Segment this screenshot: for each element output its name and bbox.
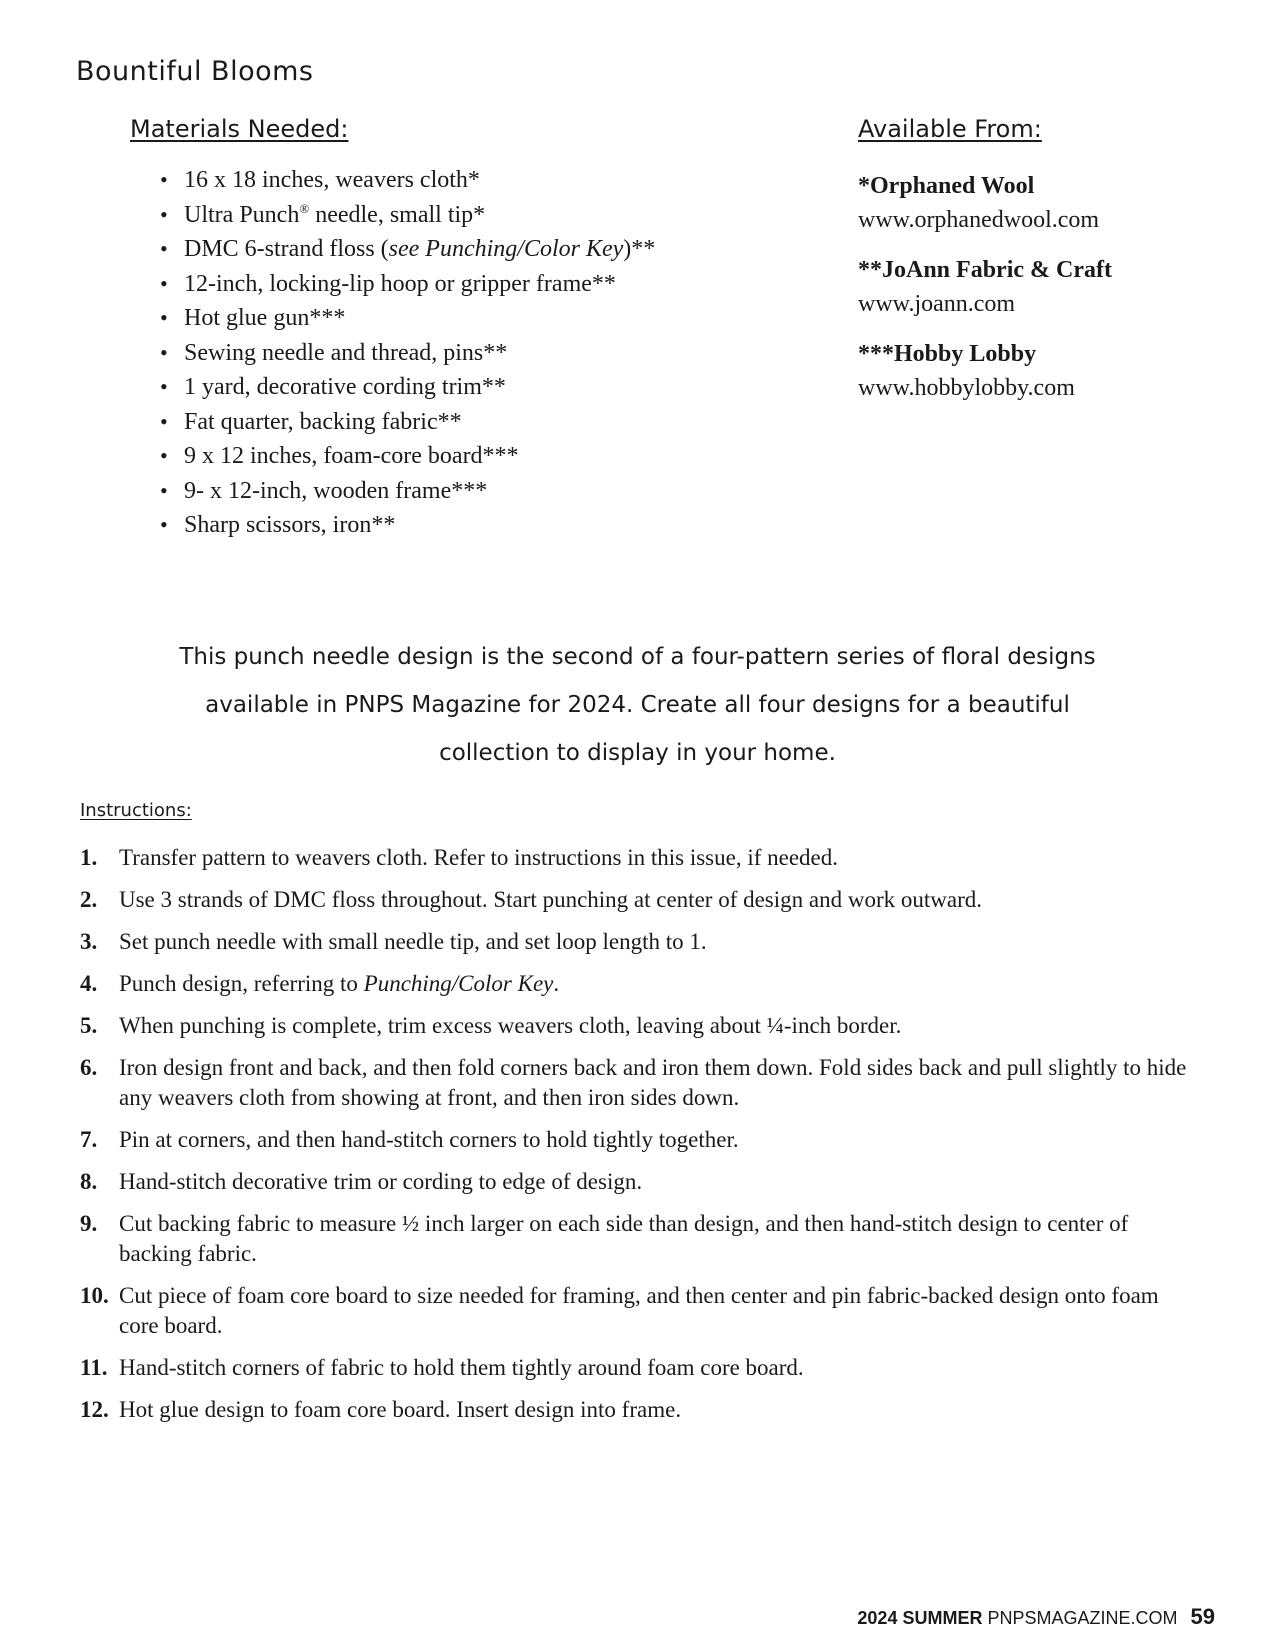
instruction-step: 12. Hot glue design to foam core board. Insert design into frame. (80, 1397, 682, 1422)
vendor-orphaned-wool (858, 169, 1218, 237)
page-number: 59 (1190, 1604, 1215, 1629)
vendor-hobby-lobby (858, 337, 1218, 405)
issue-label: 2024 SUMMER (857, 1608, 983, 1628)
page-footer (857, 1604, 1215, 1630)
materials-item: • Ultra Punch® needle, small tip* (160, 198, 770, 233)
instructions-heading: Instructions: (80, 800, 192, 821)
materials-item: • Hot glue gun*** (160, 301, 770, 336)
materials-item: • DMC 6-strand floss (see Punching/Color Key)** (160, 232, 770, 267)
materials-item: • Sewing needle and thread, pins** (160, 336, 770, 371)
instruction-step: 6. Iron design front and back, and then fold corners back and iron them down. Fold sides back and pull slightly to hide any weavers cloth from showing at front, and then iron sides down. (80, 1055, 1187, 1110)
instruction-step: 1. Transfer pattern to weavers cloth. Refer to instructions in this issue, if needed. (80, 845, 839, 870)
intro-paragraph: This punch needle design is the second of a four-pattern series of floral designs available in PNPS Magazine for 2024. Create all four designs for a beautiful collection to display in your home. (179, 644, 1096, 766)
vendor-url[interactable]: www.joann.com (858, 291, 1016, 317)
vendor-name: *Orphaned Wool (858, 173, 1035, 199)
instruction-step: 8. Hand-stitch decorative trim or cording to edge of design. (80, 1169, 643, 1194)
materials-item: • 12-inch, locking-lip hoop or gripper frame** (160, 267, 770, 302)
available-from-section (858, 115, 1218, 405)
instruction-step: 11. Hand-stitch corners of fabric to hold them tightly around foam core board. (80, 1355, 804, 1380)
materials-item: • Sharp scissors, iron** (160, 508, 770, 543)
site-label[interactable]: PNPSMAGAZINE.COM (987, 1608, 1178, 1628)
page-title: Bountiful Blooms (76, 56, 314, 87)
instructions-section (80, 800, 1200, 1437)
instruction-step: 4. Punch design, referring to Punching/Color Key. (80, 971, 560, 996)
instruction-step: 2. Use 3 strands of DMC floss throughout. Start punching at center of design and work outward. (80, 887, 982, 912)
materials-item: • 9- x 12-inch, wooden frame*** (160, 474, 770, 509)
instructions-list (80, 843, 1200, 1425)
available-heading: Available From: (858, 115, 1042, 143)
vendor-name: ***Hobby Lobby (858, 341, 1037, 367)
vendor-url[interactable]: www.hobbylobby.com (858, 375, 1075, 401)
materials-item: • 16 x 18 inches, weavers cloth* (160, 163, 770, 198)
instruction-step: 10. Cut piece of foam core board to size needed for framing, and then center and pin fabric-backed design onto foam core board. (80, 1283, 1159, 1338)
instruction-step: 9. Cut backing fabric to measure ½ inch larger on each side than design, and then hand-stitch design to center of backing fabric. (80, 1211, 1129, 1266)
materials-item: • 9 x 12 inches, foam-core board*** (160, 439, 770, 474)
instruction-step: 5. When punching is complete, trim excess weavers cloth, leaving about ¼-inch border. (80, 1013, 902, 1038)
vendor-name: **JoAnn Fabric & Craft (858, 257, 1112, 283)
materials-section (130, 115, 770, 543)
vendor-joann (858, 253, 1218, 321)
materials-heading: Materials Needed: (130, 115, 349, 143)
instruction-step: 3. Set punch needle with small needle tip, and set loop length to 1. (80, 929, 707, 954)
materials-item: • Fat quarter, backing fabric** (160, 405, 770, 440)
instruction-step: 7. Pin at corners, and then hand-stitch corners to hold tightly together. (80, 1127, 739, 1152)
materials-list (130, 163, 770, 543)
vendor-url[interactable]: www.orphanedwool.com (858, 207, 1100, 233)
materials-item: • 1 yard, decorative cording trim** (160, 370, 770, 405)
